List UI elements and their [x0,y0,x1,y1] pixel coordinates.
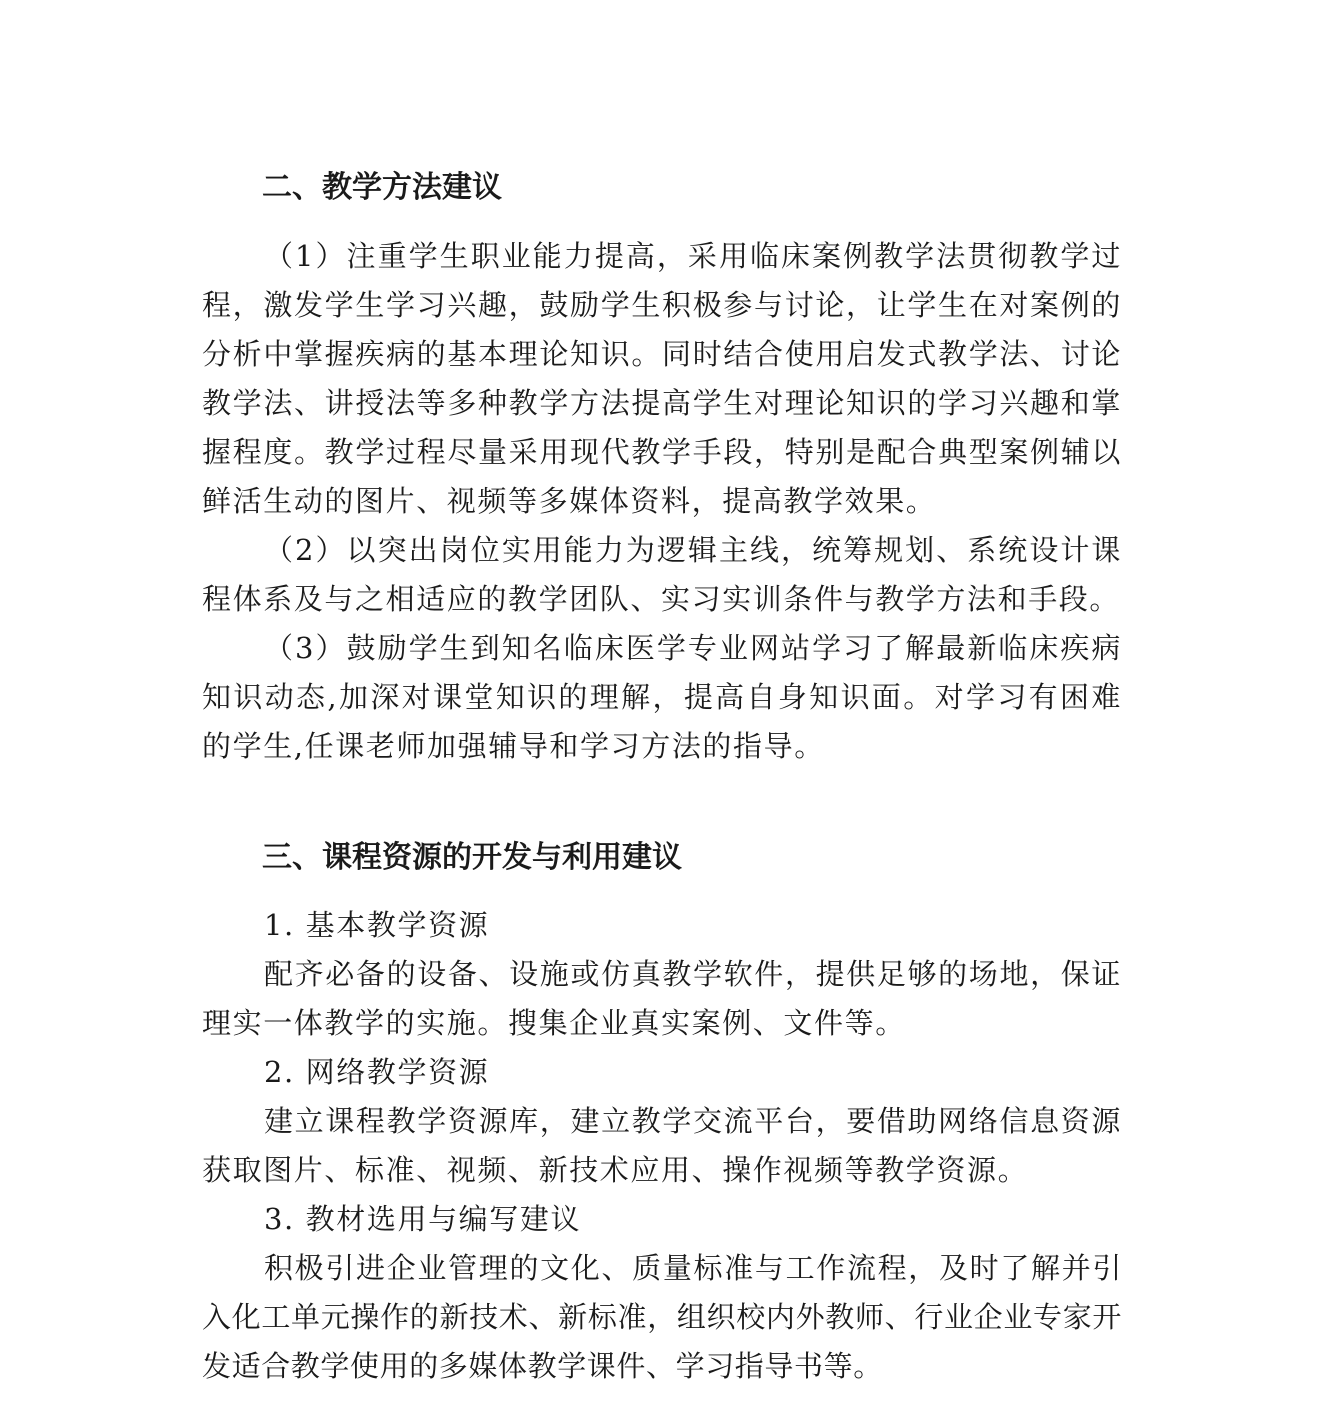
resource-item-2-text: 建立课程教学资源库，建立教学交流平台，要借助网络信息资源获取图片、标准、视频、新技术应用、操作视频等教学资源。 [202,1104,1122,1187]
section-2-paragraph-3: （3）鼓励学生到知名临床医学专业网站学习了解最新临床疾病知识动态,加深对课堂知识的理解，提高自身知识面。对学习有困难的学生,任课老师加强辅导和学习方法的指导。 [202,631,1122,763]
section-3-heading: 三、课程资源的开发与利用建议 [262,840,682,875]
section-2-paragraph-2: （2）以突出岗位实用能力为逻辑主线，统筹规划、系统设计课程体系及与之相适应的教学团队、实习实训条件与教学方法和手段。 [202,533,1122,616]
section-2-heading: 二、教学方法建议 [262,170,502,205]
resource-item-3-text: 积极引进企业管理的文化、质量标准与工作流程，及时了解并引入化工单元操作的新技术、新标准，组织校内外教师、行业企业专家开发适合教学使用的多媒体教学课件、学习指导书等。 [202,1251,1122,1383]
section-2-paragraph-1: （1）注重学生职业能力提高，采用临床案例教学法贯彻教学过程，激发学生学习兴趣，鼓励学生积极参与讨论，让学生在对案例的分析中掌握疾病的基本理论知识。同时结合使用启发式教学法、讨论教学法、讲授法等多种教学方法提高学生对理论知识的学习兴趣和掌握程度。教学过程尽量采用现代教学手段，特别是配合典型案例辅以鲜活生动的图片、视频等多媒体资料，提高教学效果。 [202,239,1122,518]
resource-item-1-title: 1. 基本教学资源 [264,908,490,942]
resource-item-3-title: 3. 教材选用与编写建议 [264,1202,582,1236]
resource-item-2-title: 2. 网络教学资源 [264,1055,490,1089]
resource-item-1-text: 配齐必备的设备、设施或仿真教学软件，提供足够的场地，保证理实一体教学的实施。搜集企业真实案例、文件等。 [202,957,1122,1040]
